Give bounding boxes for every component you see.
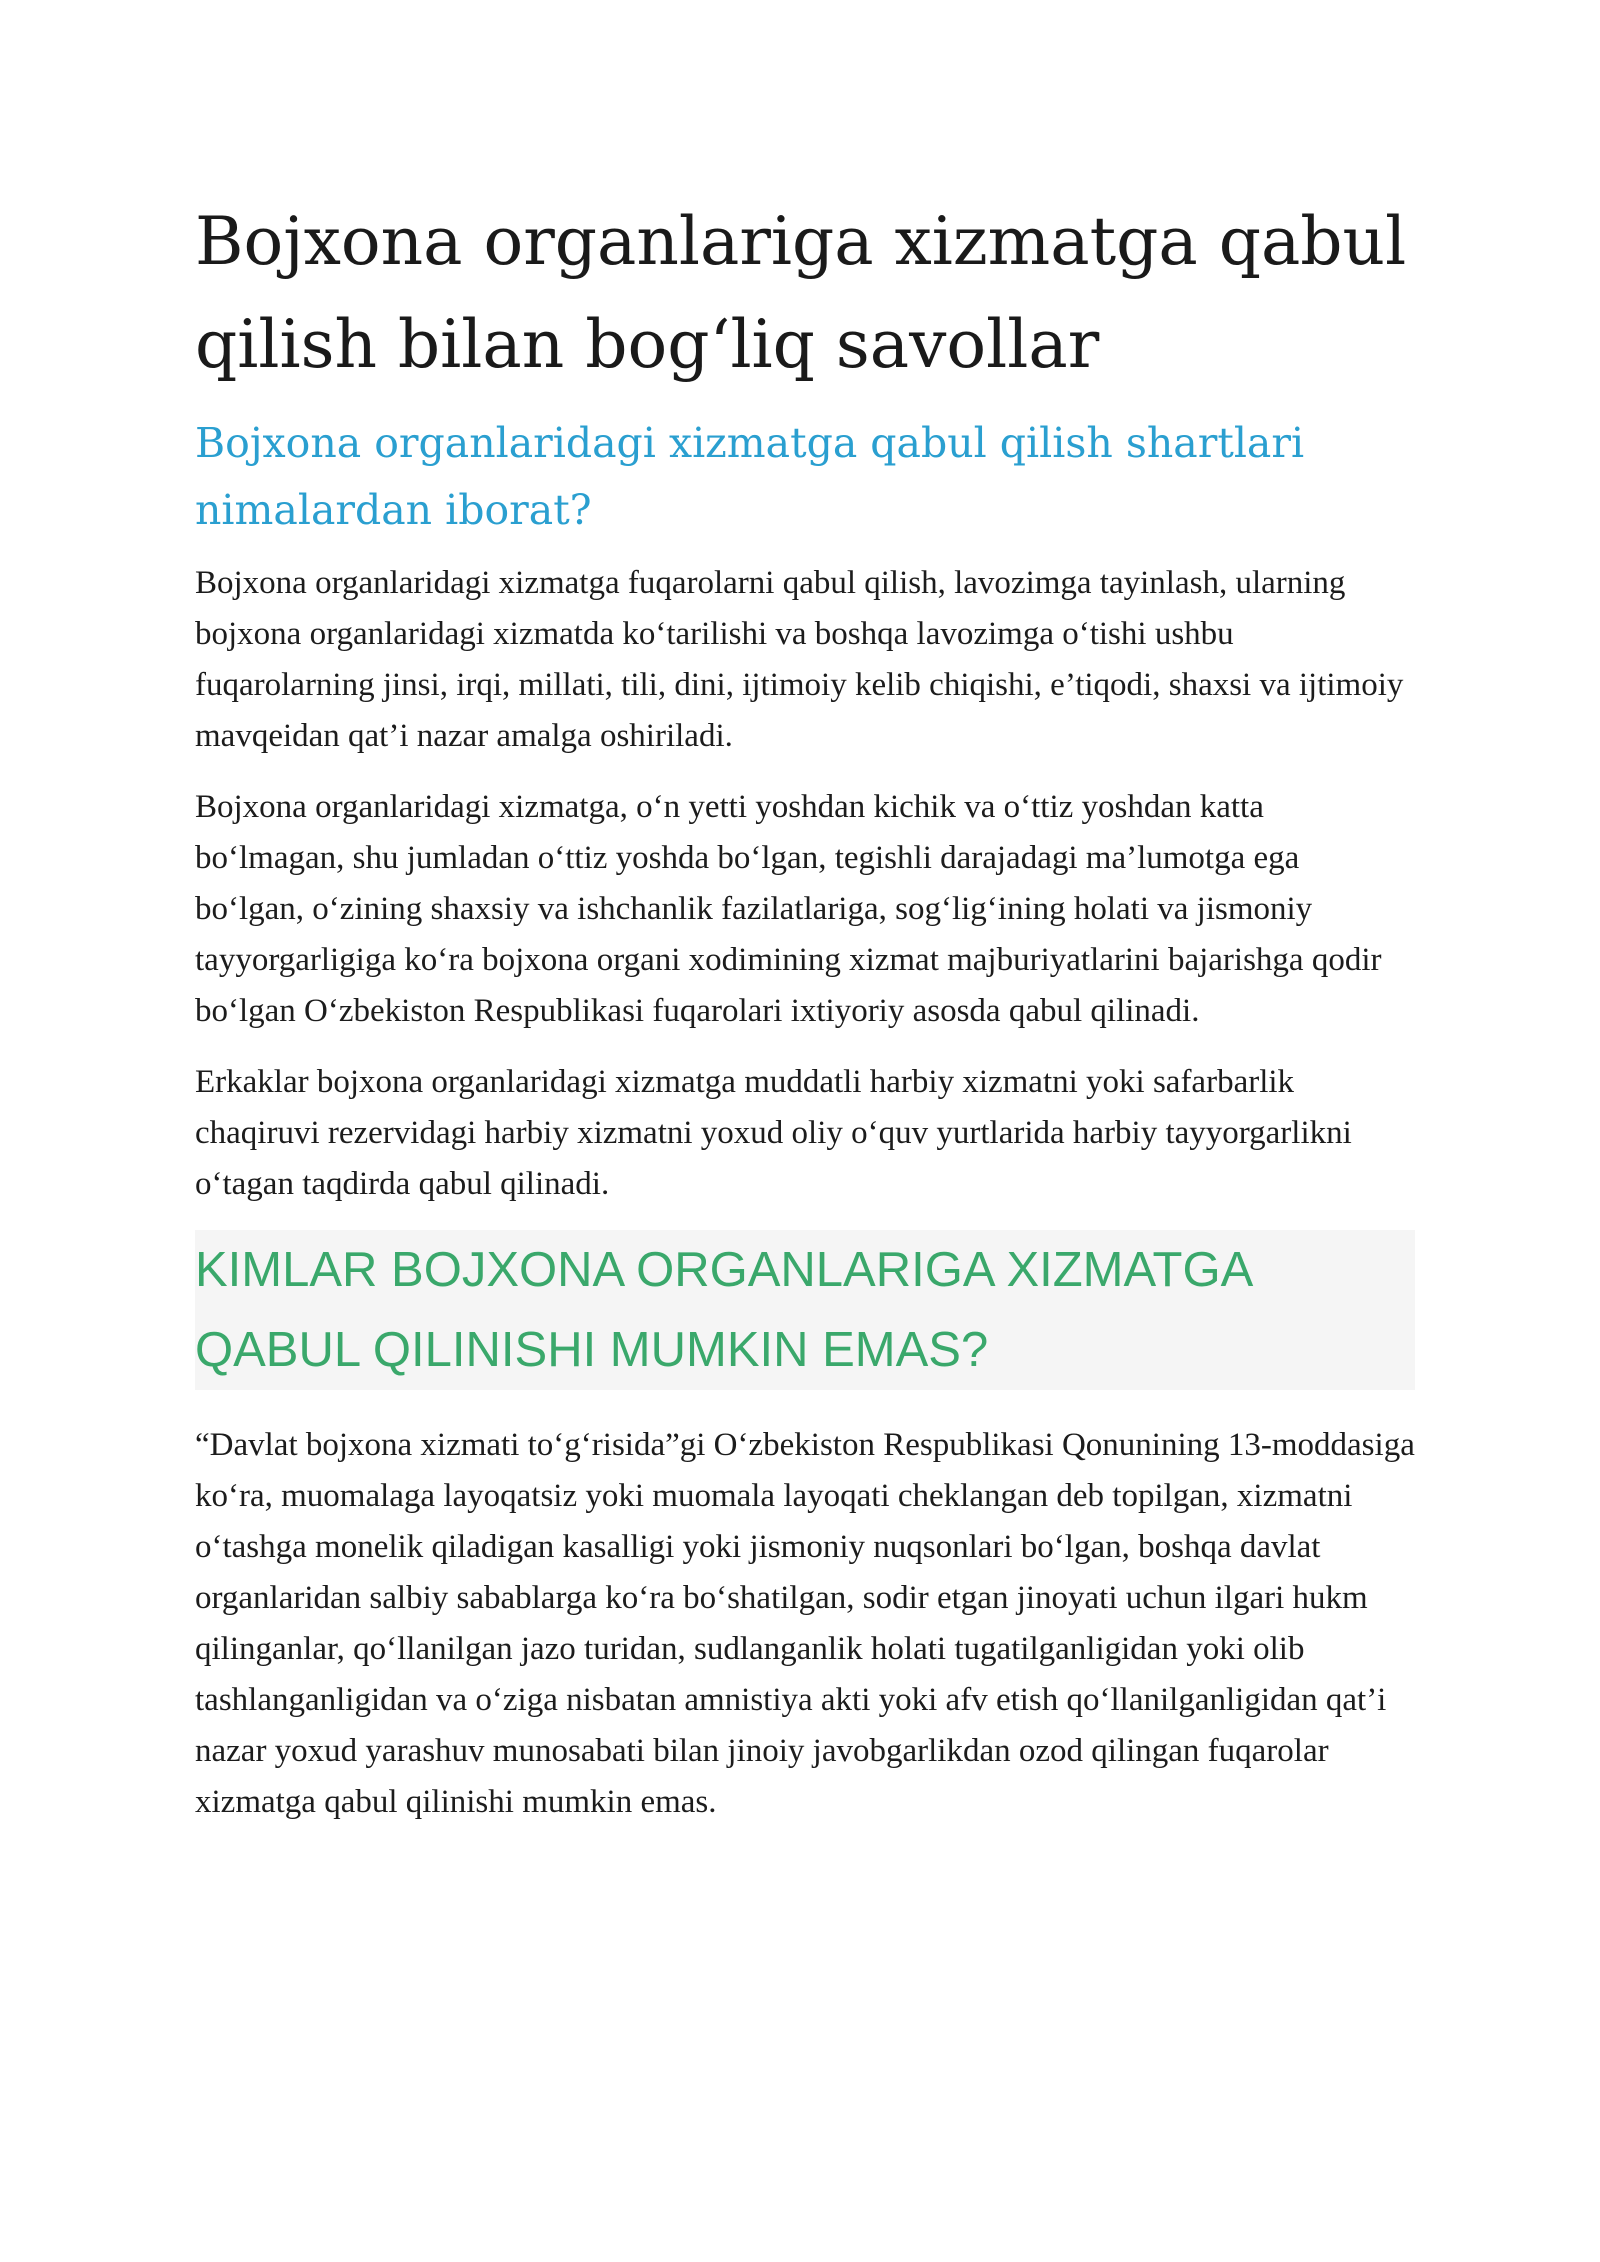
callout-box [195, 1230, 1415, 1390]
paragraph-age-requirements: Bojxona organlaridagi xizmatga, o‘n yetti yoshdan kichik va o‘ttiz yoshdan katta bo‘lmagan, shu jumladan o‘ttiz yoshda bo‘lgan, tegishli darajadagi ma’lumotga ega bo‘lgan, o‘zining shaxsiy va ishchanlik fazilatlariga, sog‘lig‘ining holati va jismoniy tayyorgarligiga ko‘ra bojxona organi xodimining xizmat majburiyatlarini bajarishga qodir bo‘lgan O‘zbekiston Respublikasi fuqarolari ixtiyoriy asosda qabul qilinadi. [195, 789, 1382, 1029]
document-title: Bojxona organlariga xizmatga qabul qilish bilan bog‘liq savollar [195, 203, 1407, 383]
paragraph-ineligibility-rules: “Davlat bojxona xizmati to‘g‘risida”gi O‘zbekiston Respublikasi Qonunining 13-moddasiga ko‘ra, muomalaga layoqatsiz yoki muomala layoqati cheklangan deb topilgan, xizmatni o‘tashga monelik qiladigan kasalligi yoki jismoniy nuqsonlari bo‘lgan, boshqa davlat organlaridan salbiy sabablarga ko‘ra bo‘shatilgan, sodir etgan jinoyati uchun ilgari hukm qilinganlar, qo‘llanilgan jazo turidan, sudlanganlik holati tugatilganligidan yoki olib tashlanganligidan va o‘ziga nisbatan amnistiya akti yoki afv etish qo‘llanilganligidan qat’i nazar yoxud yarashuv munosabati bilan jinoiy javobgarlikdan ozod qilingan fuqarolar xizmatga qabul qilinishi mumkin emas. [195, 1427, 1415, 1820]
paragraph-military-service: Erkaklar bojxona organlaridagi xizmatga muddatli harbiy xizmatni yoki safarbarlik chaqiruvi rezervidagi harbiy xizmatni yoxud oliy o‘quv yurtlarida harbiy tayyorgarlikni o‘tagan taqdirda qabul qilinadi. [195, 1064, 1352, 1202]
section-heading-conditions: Bojxona organlaridagi xizmatga qabul qilish shartlari nimalardan iborat? [195, 419, 1305, 534]
document-page [195, 190, 1415, 1848]
paragraph-equal-admission: Bojxona organlaridagi xizmatga fuqarolarni qabul qilish, lavozimga tayinlash, ularning bojxona organlaridagi xizmatda ko‘tarilishi va boshqa lavozimga o‘tishi ushbu fuqarolarning jinsi, irqi, millati, tili, dini, ijtimoiy kelib chiqishi, e’tiqodi, shaxsi va ijtimoiy mavqeidan qat’i nazar amalga oshiriladi. [195, 565, 1404, 754]
section-heading-ineligible: KIMLAR BOJXONA ORGANLARIGA XIZMATGA QABUL QILINISHI MUMKIN EMAS? [195, 1243, 1251, 1377]
